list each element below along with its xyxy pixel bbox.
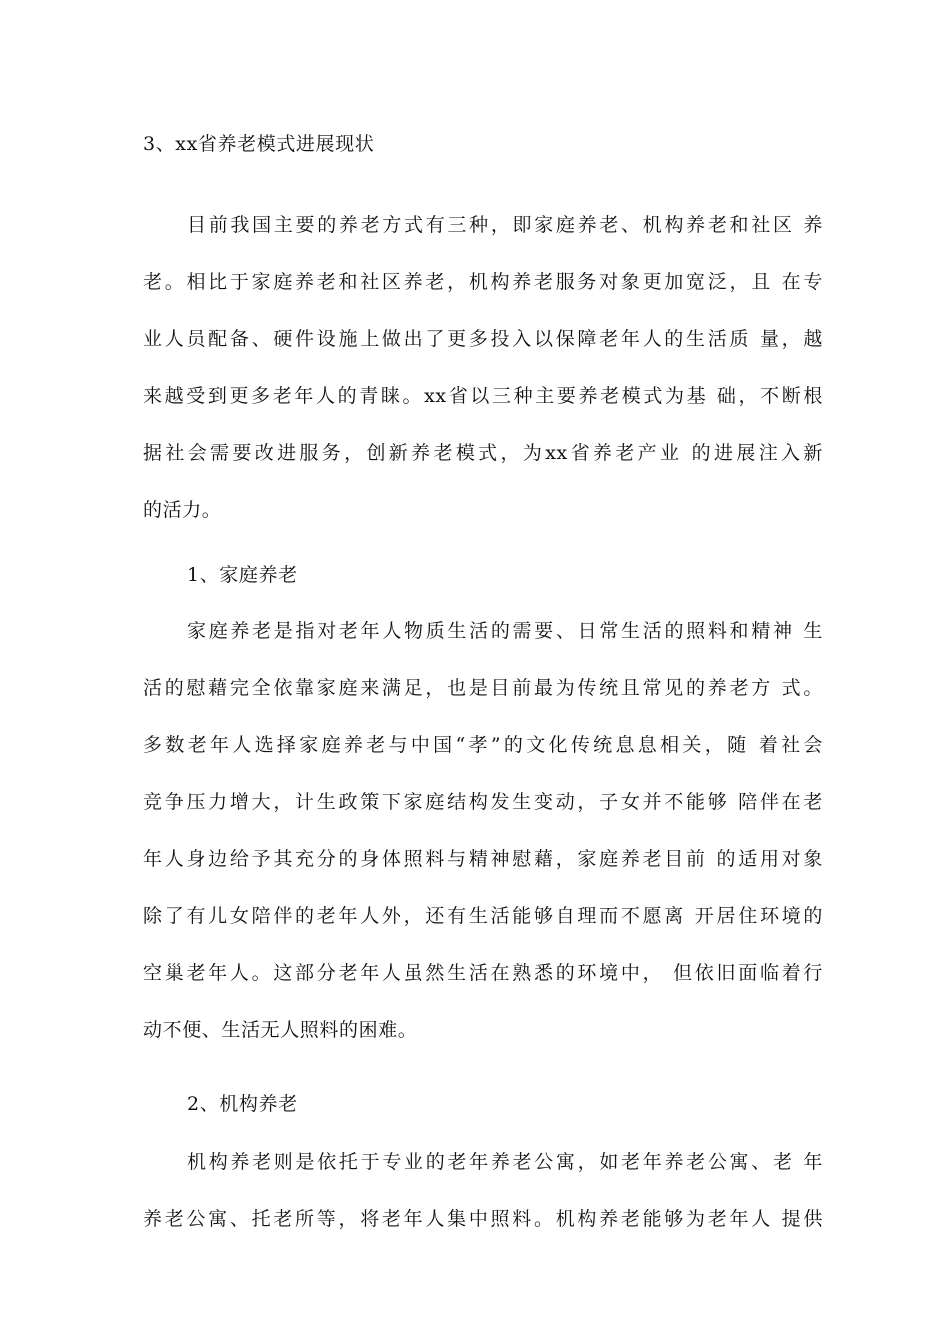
sub2-heading: 2、机构养老 (187, 1093, 298, 1115)
intro-line-1: 目前我国主要的养老方式有三种，即家庭养老、机构养老和社区 养 (187, 214, 823, 236)
sub1-line-2: 活的慰藉完全依靠家庭来满足，也是目前最为传统且常见的养老方 式。 (143, 677, 823, 699)
sub2-line-1: 机构养老则是依托于专业的老年养老公寓，如老年养老公寓、老 年 (187, 1151, 823, 1173)
intro-line-6: 的活力。 (143, 499, 222, 521)
sub1-line-5: 年人身边给予其充分的身体照料与精神慰藉，家庭养老目前 的适用对象 (143, 848, 823, 870)
intro-line-2: 老。相比于家庭养老和社区养老，机构养老服务对象更加宽泛，且 在专 (143, 271, 823, 293)
section-heading: 3、xx省养老模式进展现状 (143, 133, 375, 155)
sub1-line-4: 竞争压力增大，计生政策下家庭结构发生变动，子女并不能够 陪伴在老 (143, 791, 823, 813)
sub1-line-7: 空巢老年人。这部分老年人虽然生活在熟悉的环境中， 但依旧面临着行 (143, 962, 823, 984)
sub1-line-1: 家庭养老是指对老年人物质生活的需要、日常生活的照料和精神 生 (187, 620, 823, 642)
sub1-heading: 1、家庭养老 (187, 564, 298, 586)
sub1-line-3: 多数老年人选择家庭养老与中国“孝”的文化传统息息相关，随 着社会 (143, 734, 823, 756)
intro-line-5: 据社会需要改进服务，创新养老模式，为xx省养老产业 的进展注入新 (143, 442, 823, 464)
sub1-line-6: 除了有儿女陪伴的老年人外，还有生活能够自理而不愿离 开居住环境的 (143, 905, 823, 927)
sub1-line-8: 动不便、生活无人照料的困难。 (143, 1019, 418, 1041)
intro-line-4: 来越受到更多老年人的青睐。xx省以三种主要养老模式为基 础，不断根 (143, 385, 823, 407)
sub2-line-2: 养老公寓、托老所等，将老年人集中照料。机构养老能够为老年人 提供 (143, 1208, 823, 1230)
intro-line-3: 业人员配备、硬件设施上做出了更多投入以保障老年人的生活质 量，越 (143, 328, 823, 350)
